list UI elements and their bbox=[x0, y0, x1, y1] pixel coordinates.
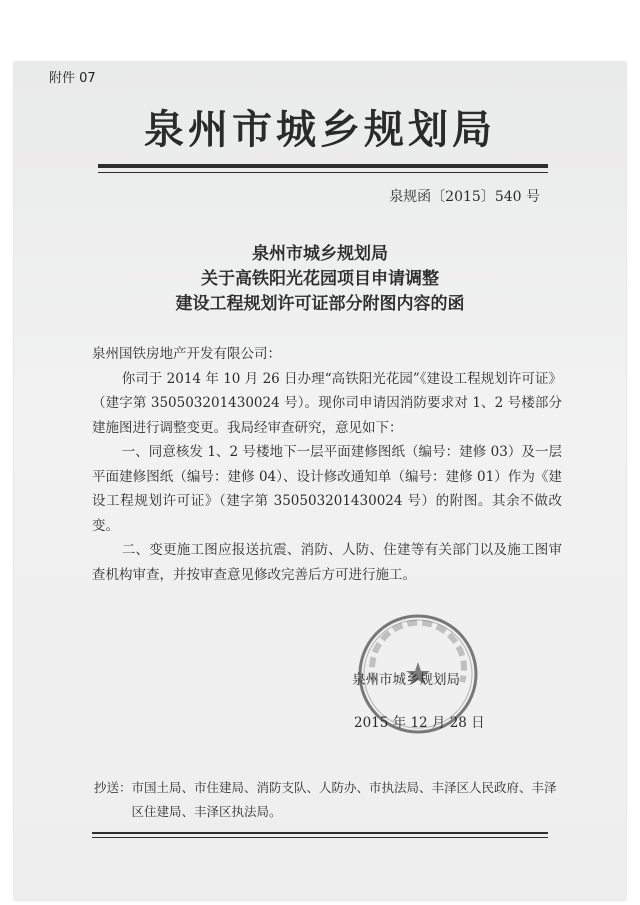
issue-date: 2015 年 12 月 28 日 bbox=[354, 715, 485, 731]
header-rule-thin bbox=[98, 172, 548, 173]
header-rule-thick bbox=[98, 164, 548, 168]
cc-recipients: 市国土局、市住建局、消防支队、人防办、市执法局、丰泽区人民政府、丰泽区住建局、丰泽区执法局。 bbox=[131, 780, 557, 819]
signature-issuer: 泉州市城乡规划局 bbox=[352, 672, 460, 688]
body-paragraph: 你司于 2014 年 10 月 26 日办理“高铁阳光花园”《建设工程规划许可证》（建字第 350503201430024 号）。现你司申请因消防要求对 1、2 号楼部分建施图进行调整变更。我局经审查研究，意见如下： bbox=[92, 370, 562, 436]
document-subject bbox=[0, 242, 640, 317]
body-paragraph: 一、同意核发 1、2 号楼地下一层平面建修图纸（编号：建修 03）及一层平面建修图纸（编号：建修 04）、设计修改通知单（编号：建修 01）作为《建设工程规划许可证》（建字第 350503201430024 号）的附图。其余不做改变。 bbox=[92, 444, 562, 534]
body-paragraph: 二、变更施工图应报送抗震、消防、人防、住建等有关部门以及施工图审查机构审查，并按审查意见修改完善后方可进行施工。 bbox=[92, 542, 562, 583]
cc-block bbox=[94, 776, 564, 824]
addressee: 泉州国铁房地产开发有限公司： bbox=[92, 346, 281, 362]
subject-line-2: 关于高铁阳光花园项目申请调整 bbox=[201, 269, 439, 289]
document-number: 泉规函〔2015〕540 号 bbox=[389, 189, 540, 205]
annex-label: 附件 07 bbox=[49, 71, 96, 86]
subject-line-1: 泉州市城乡规划局 bbox=[252, 244, 388, 264]
cc-label: 抄送： bbox=[94, 780, 132, 795]
footer-rule-thick bbox=[92, 832, 548, 834]
issuer-header: 泉州市城乡规划局 bbox=[144, 106, 496, 153]
document-body bbox=[92, 342, 562, 587]
subject-line-3: 建设工程规划许可证部分附图内容的函 bbox=[175, 294, 465, 314]
footer-rule-thin bbox=[92, 837, 548, 838]
